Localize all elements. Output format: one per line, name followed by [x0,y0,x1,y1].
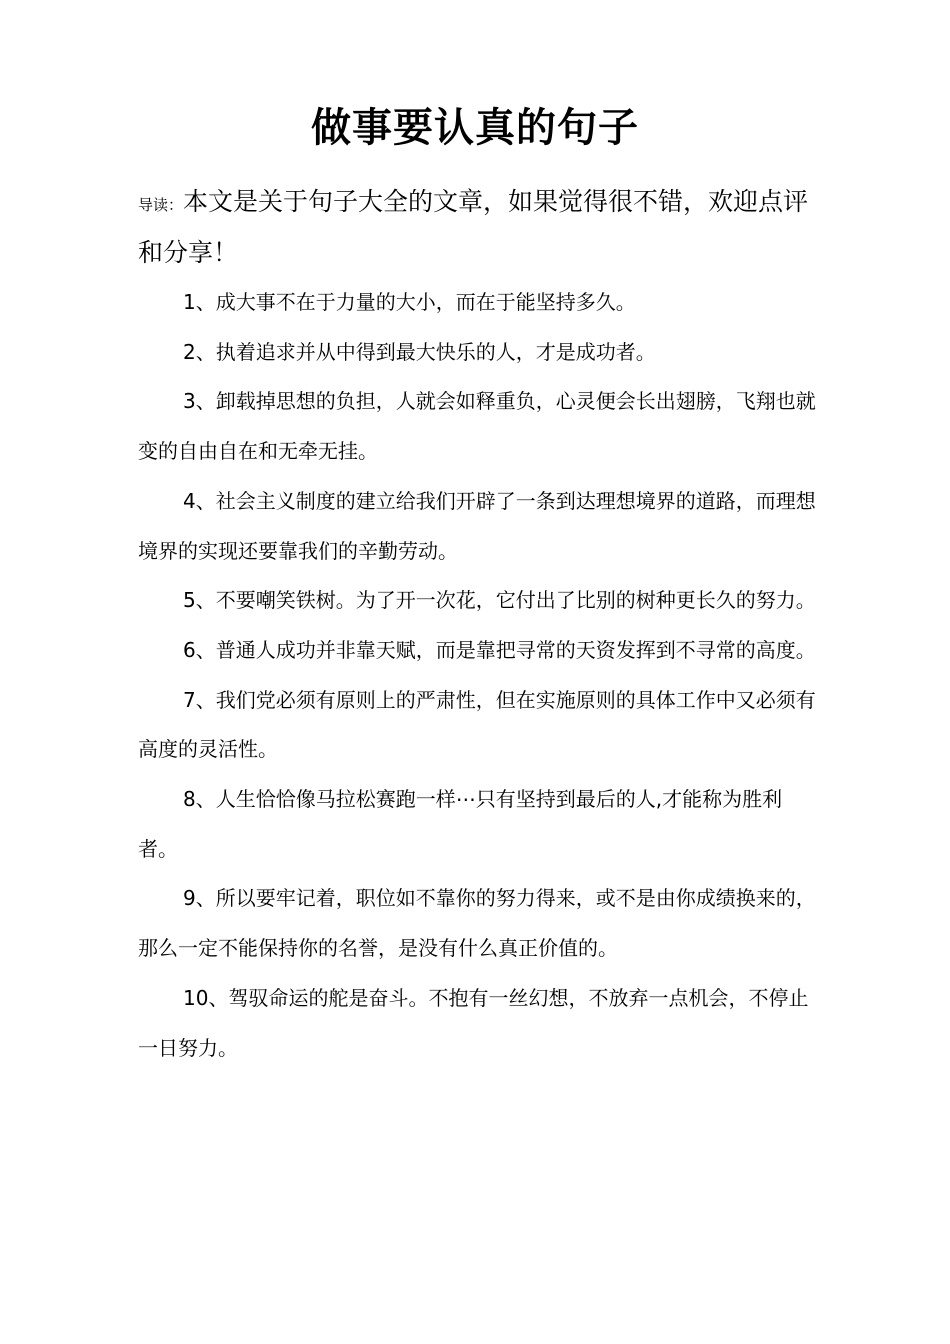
sentence-list [138,278,818,1073]
list-item: 6、普通人成功并非靠天赋，而是靠把寻常的天资发挥到不寻常的高度。 [183,637,816,662]
list-item: 3、卸载掉思想的负担，人就会如释重负，心灵便会长出翅膀，飞翔也就变的自由自在和无牵无挂。 [138,389,816,464]
list-item: 7、我们党必须有原则上的严肃性，但在实施原则的具体工作中又必须有高度的灵活性。 [138,687,816,762]
page-title: 做事要认真的句子 [311,105,639,151]
list-item: 1、成大事不在于力量的大小，而在于能坚持多久。 [183,290,636,314]
list-item: 8、人生恰恰像马拉松赛跑一样⋯只有坚持到最后的人,才能称为胜利者。 [138,787,783,861]
list-item: 5、不要嘲笑铁树。为了开一次花，它付出了比别的树种更长久的努力。 [183,588,816,613]
intro-text: 本文是关于句子大全的文章，如果觉得很不错，欢迎点评和分享！ [138,187,809,267]
list-item: 10、驾驭命运的舵是奋斗。不抱有一丝幻想，不放弃一点机会，不停止一日努力。 [138,985,809,1060]
intro-label: 导读： [138,196,184,214]
intro-paragraph [138,178,818,277]
list-item: 9、所以要牢记着，职位如不靠你的努力得来，或不是由你成绩换来的，那么一定不能保持你的名誉，是没有什么真正价值的。 [138,886,816,961]
list-item: 2、执着追求并从中得到最大快乐的人，才是成功者。 [183,339,656,364]
list-item: 4、社会主义制度的建立给我们开辟了一条到达理想境界的道路，而理想境界的实现还要靠我们的辛勤劳动。 [138,488,816,563]
